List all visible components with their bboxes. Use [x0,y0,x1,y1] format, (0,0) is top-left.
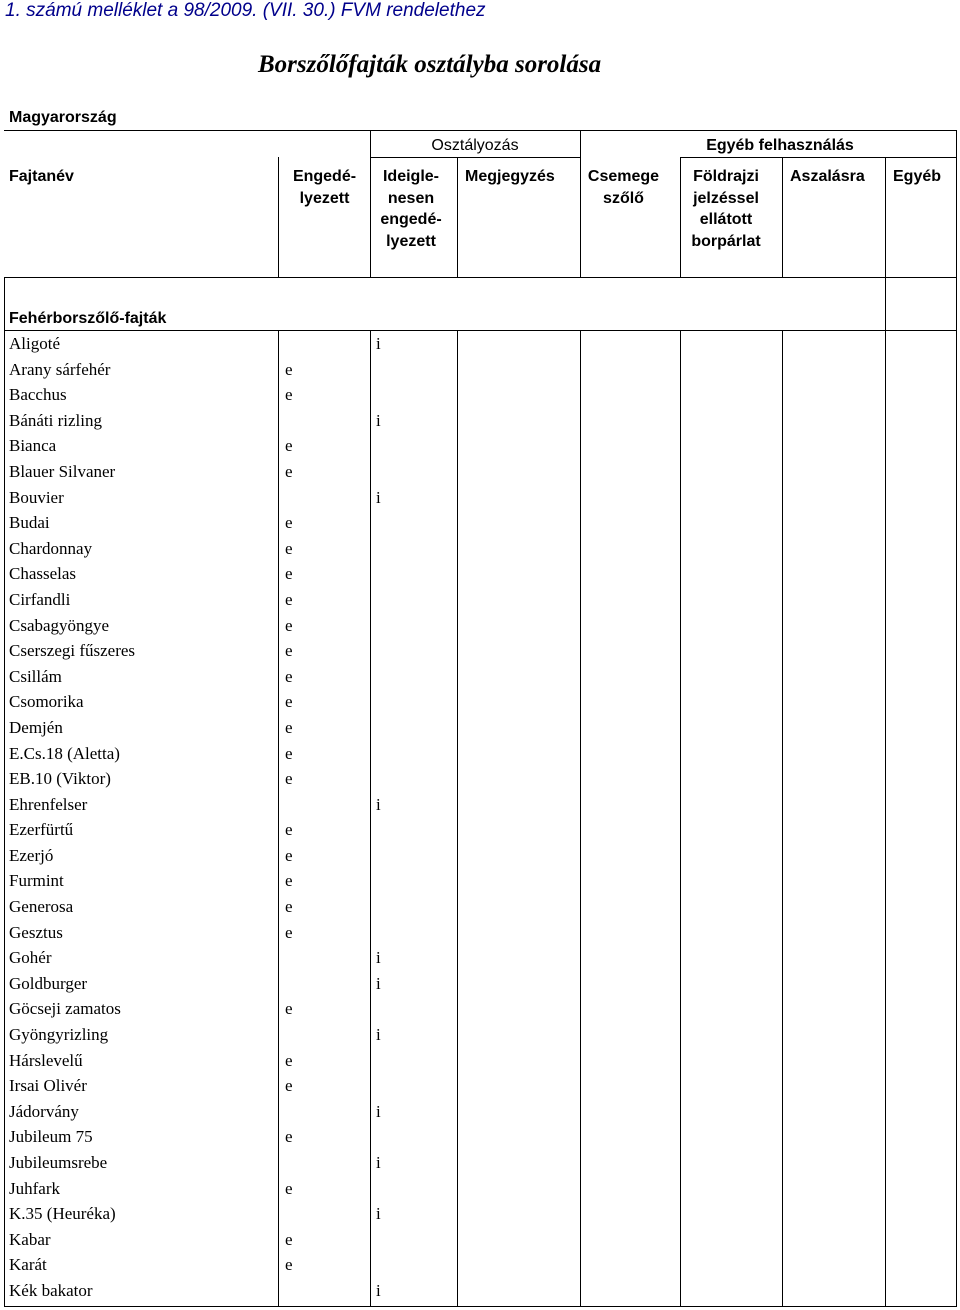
engedelyezett-mark: e [285,692,293,712]
table-row [0,1100,960,1126]
table-row [0,665,960,691]
engedelyezett-mark: e [285,564,293,584]
header-engedelyezett [279,166,370,209]
table-row [0,844,960,870]
table-row [0,588,960,614]
table-row [0,614,960,640]
variety-name: Demjén [9,717,63,737]
header-ideiglenesen-line: nesen [387,189,435,207]
variety-name: Ezerfürtű [9,820,74,840]
header-ideiglenesen-line: lyezett [386,232,436,250]
header-megjegyzes: Megjegyzés [465,168,555,185]
table-row [0,1177,960,1203]
table-row [0,1228,960,1254]
header-group-egyeb: Egyéb felhasználás [706,137,854,154]
variety-name: Göcseji zamatos [9,999,121,1019]
table-row [0,1023,960,1049]
table-row [0,767,960,793]
engedelyezett-mark: e [285,436,293,456]
header-csemege [581,166,666,209]
table-row [0,997,960,1023]
header-top-line [4,130,957,131]
col-divider-3 [457,157,458,277]
engedelyezett-mark: e [285,769,293,789]
engedelyezett-mark: e [285,1076,293,1096]
engedelyezett-mark: e [285,1050,293,1070]
variety-name: Csabagyöngye [9,615,110,635]
variety-name: Bánáti rizling [9,410,103,430]
engedelyezett-mark: e [285,999,293,1019]
header-engedelyezett-line: lyezett [299,189,350,207]
variety-name: Chardonnay [9,538,93,558]
table-row [0,690,960,716]
variety-name: K.35 (Heuréka) [9,1204,116,1224]
table-row [0,1074,960,1100]
ideiglenes-mark: i [376,487,381,507]
ideiglenes-mark: i [376,794,381,814]
engedelyezett-mark: e [285,845,293,865]
variety-name: Gohér [9,948,52,968]
header-foldrajzi-line: jelzéssel [693,189,759,207]
col-divider-6 [782,157,783,277]
engedelyezett-mark: e [285,615,293,635]
ideiglenes-mark: i [376,948,381,968]
engedelyezett-mark: e [285,641,293,661]
variety-name: Irsai Olivér [9,1076,87,1096]
table-row [0,537,960,563]
variety-name: Csillám [9,666,62,686]
engedelyezett-mark: e [285,385,293,405]
variety-name: E.Cs.18 (Aletta) [9,743,120,763]
header-foldrajzi [681,166,771,252]
ideiglenes-mark: i [376,973,381,993]
header-ideiglenesen-line: engedé- [380,211,442,228]
table-row [0,946,960,972]
variety-name: Karát [9,1255,47,1275]
table-row [0,639,960,665]
header-bottom-line [4,277,957,278]
table-row [0,869,960,895]
variety-name: Arany sárfehér [9,359,111,379]
variety-name: Ezerjó [9,845,54,865]
engedelyezett-mark: e [285,820,293,840]
variety-name: Jádorvány [9,1101,79,1121]
table-row [0,562,960,588]
engedelyezett-mark: e [285,922,293,942]
table-row [0,742,960,768]
section-row-line [4,330,957,331]
header-engedelyezett-line: Engedé- [292,168,357,185]
table-row [0,1151,960,1177]
ideiglenes-mark: i [376,1025,381,1045]
variety-name: Jubileumsrebe [9,1153,108,1172]
variety-name: Budai [9,513,50,533]
table-row [0,1279,960,1305]
table-row [0,383,960,409]
group-divider-left [370,157,580,158]
engedelyezett-mark: e [285,1127,293,1147]
table-row [0,332,960,358]
variety-name: Ehrenfelser [9,794,88,814]
ideiglenes-mark: i [376,1101,381,1121]
ideiglenes-mark: i [376,1153,381,1172]
engedelyezett-mark: e [285,589,293,609]
table-row [0,793,960,819]
variety-name: Kabar [9,1229,51,1249]
variety-name: Goldburger [9,973,88,993]
variety-name: Gyöngyrizling [9,1025,109,1045]
header-fajtanev: Fajtanév [9,168,74,185]
variety-name: Gesztus [9,922,63,942]
table-row [0,1125,960,1151]
variety-name: Kék bakator [9,1280,93,1300]
engedelyezett-mark: e [285,461,293,481]
variety-name: Bianca [9,436,57,456]
col-divider-7 [885,157,886,277]
variety-name: Blauer Silvaner [9,461,116,481]
variety-name: Jubileum 75 [9,1127,93,1147]
header-foldrajzi-line: Földrajzi [693,168,759,185]
header-ideiglenesen [371,166,451,252]
table-bottom-line [4,1306,957,1307]
ideiglenes-mark: i [376,1280,381,1300]
header-egyeb: Egyéb [893,168,942,185]
table-row [0,358,960,384]
table-row [0,895,960,921]
engedelyezett-mark: e [285,513,293,533]
variety-name: EB.10 (Viktor) [9,769,111,789]
group-divider-right [680,157,957,158]
table-row [0,1202,960,1228]
engedelyezett-mark: e [285,359,293,379]
header-group-osztalyozas: Osztályozás [431,137,519,154]
table-row [0,434,960,460]
variety-name: Cirfandli [9,589,71,609]
ideiglenes-mark: i [376,1204,381,1224]
regulation-reference: 1. számú melléklet a 98/2009. (VII. 30.) FVM rendelethez [5,0,486,21]
engedelyezett-mark: e [285,1229,293,1249]
header-ideiglenesen-line: Ideigle- [382,168,439,185]
header-foldrajzi-line: borpárlat [691,232,761,250]
variety-name: Cserszegi fűszeres [9,641,136,661]
header-foldrajzi-line: ellátott [699,211,753,228]
variety-name: Furmint [9,871,64,891]
right-border-top [956,130,957,278]
table-row [0,1049,960,1075]
document-title: Borszőlőfajták osztályba sorolása [258,51,602,78]
engedelyezett-mark: e [285,871,293,891]
variety-name: Chasselas [9,564,77,584]
engedelyezett-mark: e [285,897,293,917]
ideiglenes-mark: i [376,410,381,430]
variety-name: Bacchus [9,385,67,405]
table-row [0,716,960,742]
engedelyezett-mark: e [285,1255,293,1275]
header-csemege-line: szőlő [603,189,644,207]
variety-name: Bouvier [9,487,64,507]
table-row [0,1253,960,1279]
variety-name: Aligoté [9,334,60,353]
header-aszalasra: Aszalásra [790,168,865,185]
table-row [0,409,960,435]
ideiglenes-mark: i [376,334,381,353]
variety-name: Csomorika [9,692,84,712]
engedelyezett-mark: e [285,666,293,686]
engedelyezett-mark: e [285,717,293,737]
engedelyezett-mark: e [285,1178,293,1198]
variety-name: Juhfark [9,1178,60,1198]
variety-name: Hárslevelű [9,1050,83,1070]
engedelyezett-mark: e [285,743,293,763]
country-label: Magyarország [9,109,117,126]
engedelyezett-mark: e [285,538,293,558]
header-csemege-line: Csemege [587,168,660,185]
table-row [0,921,960,947]
section-title: Fehérborszőlő-fajták [9,310,167,327]
table-row [0,818,960,844]
variety-name: Generosa [9,897,74,917]
variety-table-body [0,332,960,1305]
table-row [0,486,960,512]
table-row [0,972,960,998]
table-row [0,511,960,537]
table-row [0,460,960,486]
